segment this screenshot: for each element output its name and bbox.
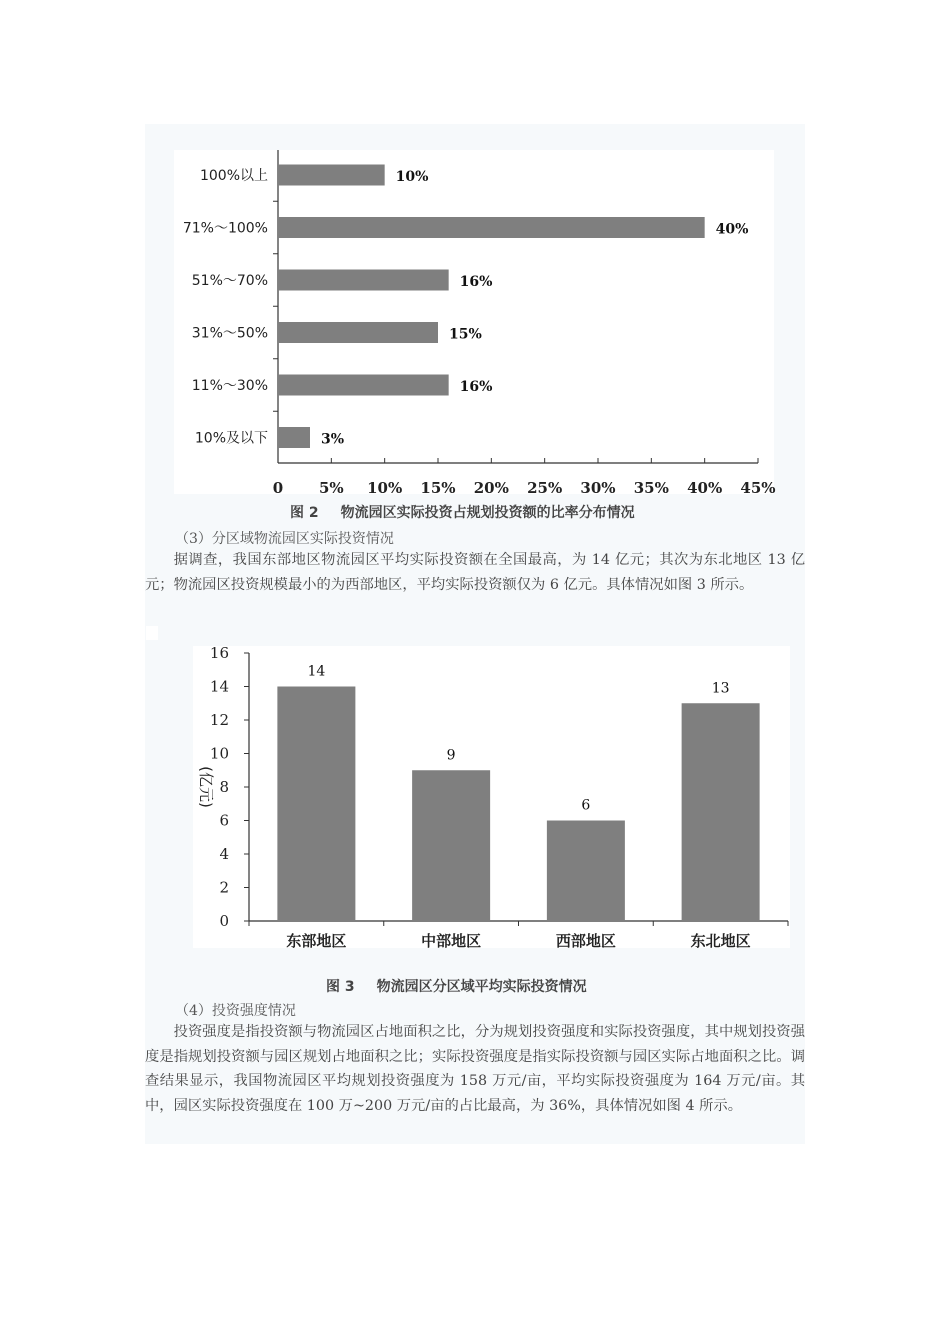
figure3-bar-chart xyxy=(193,646,790,948)
x-tick-label: 25% xyxy=(527,479,563,497)
category-label: 11%～30% xyxy=(191,378,268,394)
bar xyxy=(278,270,449,291)
category-label: 10%及以下 xyxy=(194,430,268,447)
data-label: 10% xyxy=(395,169,429,185)
y-tick-label: 4 xyxy=(219,845,229,863)
section4-heading: （4）投资强度情况 xyxy=(175,1003,296,1019)
x-tick-label: 35% xyxy=(633,479,669,497)
x-tick-label: 40% xyxy=(687,479,723,497)
data-label: 6 xyxy=(581,797,591,814)
x-tick-label: 15% xyxy=(420,479,456,497)
data-label: 9 xyxy=(446,747,456,764)
data-label: 16% xyxy=(459,379,493,395)
category-label: 71%～100% xyxy=(182,220,268,237)
data-label: 15% xyxy=(449,326,482,343)
figure2-caption xyxy=(290,502,635,522)
category-label: 东部地区 xyxy=(286,932,347,950)
category-label: 东北地区 xyxy=(690,932,751,950)
x-tick-label: 45% xyxy=(740,479,776,497)
category-label: 31%～50% xyxy=(191,325,268,342)
inline-image-marker xyxy=(146,626,158,640)
x-tick-label: 30% xyxy=(580,479,616,497)
bar xyxy=(277,687,355,922)
bar xyxy=(547,821,625,922)
figure3-caption-number: 图 3 xyxy=(326,979,355,995)
y-tick-label: 16 xyxy=(209,644,229,662)
figure3-caption xyxy=(326,976,587,996)
bar xyxy=(412,770,490,921)
paragraph-regional-investment: 据调查，我国东部地区物流园区平均实际投资额在全国最高，为 14 亿元；其次为东北地区 13 亿元；物流园区投资规模最小的为西部地区，平均实际投资额仅为 6 亿元。具体情况如图 3 所示。 xyxy=(145,552,805,593)
data-label: 40% xyxy=(715,221,749,238)
figure2-bar-chart xyxy=(174,150,776,497)
y-tick-label: 6 xyxy=(219,811,229,830)
y-tick-label: 0 xyxy=(219,912,229,930)
data-label: 16% xyxy=(459,274,493,290)
figure2-caption-text: 物流园区实际投资占规划投资额的比率分布情况 xyxy=(340,505,635,521)
y-axis-label: (亿元) xyxy=(197,766,215,808)
x-tick-label: 20% xyxy=(473,479,509,497)
bar xyxy=(278,165,385,186)
bar xyxy=(278,217,705,238)
category-label: 51%～70% xyxy=(191,273,268,289)
y-tick-label: 2 xyxy=(219,878,229,897)
data-label: 13 xyxy=(711,680,730,697)
y-tick-label: 10 xyxy=(209,744,229,763)
y-tick-label: 12 xyxy=(209,711,229,729)
bar xyxy=(278,375,449,396)
figure2-caption-number: 图 2 xyxy=(290,505,319,521)
x-tick-label: 0 xyxy=(272,479,284,497)
data-label: 14 xyxy=(307,663,326,680)
paragraph-investment-intensity: 投资强度是指投资额与物流园区占地面积之比，分为规划投资强度和实际投资强度，其中规划投资强度是指规划投资额与园区规划占地面积之比；实际投资强度是指实际投资额与园区实际占地面积之比。调查结果显示，我国物流园区平均规划投资强度为 158 万元/亩，平均实际投资强度为 164 万元/亩。其中，园区实际投资强度在 100 万~200 万元/亩的占比最高，为 36%，具体情况如图 4 所示。 xyxy=(145,1024,805,1114)
category-label: 中部地区 xyxy=(421,932,482,950)
category-label: 100%以上 xyxy=(199,168,268,184)
figure3-caption-text: 物流园区分区域平均实际投资情况 xyxy=(376,979,587,995)
data-label: 3% xyxy=(321,431,345,448)
x-tick-label: 10% xyxy=(367,479,403,497)
bar xyxy=(278,427,310,448)
y-tick-label: 14 xyxy=(209,677,229,696)
x-tick-label: 5% xyxy=(318,479,344,497)
category-label: 西部地区 xyxy=(555,932,616,950)
figure3-chart-panel xyxy=(193,646,790,948)
bar xyxy=(278,322,438,343)
section3-heading: （3）分区域物流园区实际投资情况 xyxy=(175,531,394,547)
bar xyxy=(682,703,760,921)
y-tick-label: 8 xyxy=(219,778,229,796)
figure2-chart-panel xyxy=(174,150,776,497)
